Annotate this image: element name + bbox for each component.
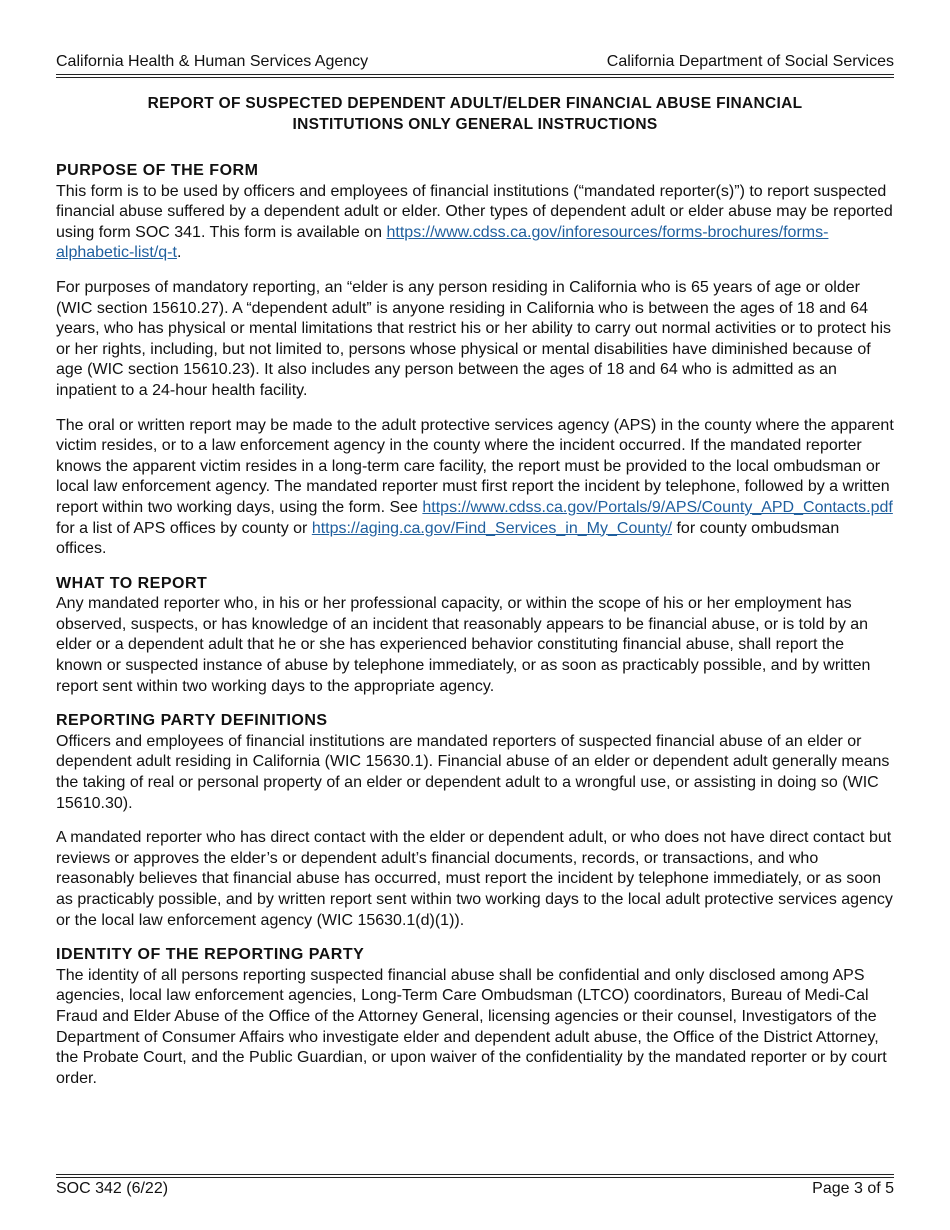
footer-page-number: Page 3 of 5 bbox=[812, 1180, 894, 1197]
purpose-paragraph-2: For purposes of mandatory reporting, an “elder is any person residing in California who is 65 years of age or older (WIC section 15610.27). A “dependent adult” is anyone residing in California who is between the ages of 18 and 64 years, who has physical or mental limitations that restrict his or her ability to carry out normal activities or to protect his or her rights, including, but not limited to, persons whose physical or mental disabilities have diminished because of age (WIC section 15610.23). It also includes any person between the ages of 18 and 64 who is admitted as an inpatient to a 24-hour health facility. bbox=[56, 278, 891, 399]
header-department: California Department of Social Services bbox=[606, 53, 894, 70]
header-divider bbox=[56, 74, 894, 78]
reporting-party-paragraph-2: A mandated reporter who has direct contact with the elder or dependent adult, or who does not have direct contact but reviews or approves the elder’s or dependent adult’s financial documents, records, or transactions, and who reasonably believes that financial abuse has occurred, must report the incident by telephone immediately, or as soon as practicably possible, and by written report sent within two working days to the local adult protective services agency or the local law enforcement agency (WIC 15630.1(d)(1)). bbox=[56, 829, 893, 929]
purpose-p3-text: The oral or written report may be made to the adult protective services agency (APS) in the county where the apparent victim resides, or to a law enforcement agency in the county where the incident occurred. If the mandated reporter knows the apparent victim resides in a long-term care facility, the report must be provided to the local ombudsman or local law enforcement agency. The mandated reporter must first report the incident by telephone, followed by a written report within two working days, using the form. See bbox=[56, 416, 894, 516]
identity-heading: IDENTITY OF THE REPORTING PARTY bbox=[56, 946, 365, 964]
forms-list-link[interactable]: https://www.cdss.ca.gov/inforesources/forms-brochures/forms-alphabetic-list/q-t bbox=[56, 223, 829, 262]
title-line-2: INSTITUTIONS ONLY GENERAL INSTRUCTIONS bbox=[292, 116, 658, 133]
document-body bbox=[56, 161, 894, 1089]
purpose-paragraph-3 bbox=[56, 416, 894, 560]
title-line-1: REPORT OF SUSPECTED DEPENDENT ADULT/ELDER FINANCIAL ABUSE FINANCIAL bbox=[147, 95, 803, 112]
purpose-p1-end: . bbox=[176, 244, 182, 262]
footer-form-id: SOC 342 (6/22) bbox=[56, 1180, 169, 1197]
footer-divider bbox=[56, 1174, 894, 1178]
ombudsman-services-link[interactable]: https://aging.ca.gov/Find_Services_in_My_County/ bbox=[311, 519, 673, 537]
purpose-p3-mid: for a list of APS offices by county or bbox=[56, 519, 312, 537]
purpose-p1-text: This form is to be used by officers and employees of financial institutions (“mandated reporter(s)”) to report suspected financial abuse suffered by a dependent adult or elder. Other types of dependent adult or elder abuse may be reported using form SOC 341. This form is available on bbox=[56, 182, 893, 241]
document-title bbox=[56, 93, 894, 135]
identity-paragraph: The identity of all persons reporting suspected financial abuse shall be confidential and only disclosed among APS agencies, local law enforcement agencies, Long-Term Care Ombudsman (LTCO) coordinators, Bureau of Medi-Cal Fraud and Elder Abuse of the Office of the Attorney General, licensing agencies or their counsel, Investigators of the Department of Consumer Affairs who investigate elder and dependent adult abuse, the Office of the District Attorney, the Probate Court, and the Public Guardian, or upon waiver of the confidentiality by the mandated reporter or by court order. bbox=[56, 966, 887, 1087]
purpose-heading: PURPOSE OF THE FORM bbox=[56, 162, 259, 179]
purpose-paragraph-1 bbox=[56, 182, 894, 264]
header-agency: California Health & Human Services Agency bbox=[56, 53, 369, 70]
what-to-report-paragraph: Any mandated reporter who, in his or her professional capacity, or within the scope of his or her employment has observed, suspects, or has knowledge of an incident that reasonably appears to be financial abuse, or is told by an elder or a dependent adult that he or she has experienced behavior constituting financial abuse, shall report the known or suspected instance of abuse by telephone immediately, or as soon as practicably possible, and by written report sent within two working days to the appropriate agency. bbox=[56, 595, 871, 695]
reporting-party-heading: REPORTING PARTY DEFINITIONS bbox=[56, 712, 328, 730]
purpose-p3-end: for county ombudsman offices. bbox=[56, 519, 840, 558]
aps-contacts-link[interactable]: https://www.cdss.ca.gov/Portals/9/APS/County_APD_Contacts.pdf bbox=[422, 498, 893, 516]
reporting-party-paragraph-1: Officers and employees of financial institutions are mandated reporters of suspected financial abuse of an elder or dependent adult residing in California (WIC 15630.1). Financial abuse of an elder or dependent adult generally means the taking of real or personal property of an elder or dependent adult to a wrongful use, or assisting in doing so (WIC 15610.30). bbox=[56, 732, 890, 812]
page-footer bbox=[56, 1179, 894, 1199]
what-to-report-heading: WHAT TO REPORT bbox=[56, 574, 208, 592]
document-page bbox=[56, 0, 894, 1230]
page-header bbox=[56, 52, 894, 72]
